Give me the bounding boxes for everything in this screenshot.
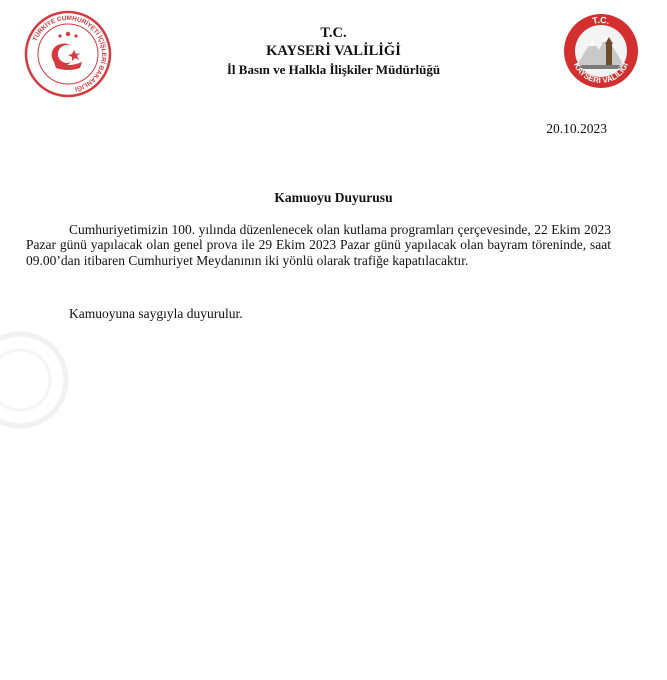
letterhead-department: İl Basın ve Halkla İlişkiler Müdürlüğü <box>226 62 441 77</box>
document-date: 20.10.2023 <box>546 121 607 136</box>
announcement-paragraph: Cumhuriyetimizin 100. yılında düzenlenecek olan kutlama programları çerçevesinde, 22 Ekim 2023 Pazar günü yapılacak olan genel prova ile 29 Ekim 2023 Pazar günü yapılacak olan bayram töreninde, saat 09.00’dan itibaren Cumhuriyet Meydanının iki yönlü olarak trafiğe kapatılacaktır. <box>26 222 611 268</box>
closing-line: Kamuoyuna saygıyla duyurulur. <box>69 306 243 321</box>
letterhead-tc: T.C. <box>320 25 347 41</box>
kayseri-governorship-seal-icon <box>562 10 640 92</box>
faint-watermark-icon <box>0 330 80 430</box>
letterhead <box>150 24 517 79</box>
right-seal-top-text: T.C. <box>591 14 611 27</box>
interior-ministry-seal-icon <box>24 10 112 98</box>
right-seal-bottom-text: KAYSERİ VALİLİĞİ <box>571 61 631 86</box>
left-seal-text: TÜRKİYE CUMHURİYETİ İÇİŞLERİ BAKANLIĞI <box>31 14 108 93</box>
document-title: Kamuoyu Duyurusu <box>274 190 393 205</box>
letterhead-governorship: KAYSERİ VALİLİĞİ <box>266 43 401 59</box>
